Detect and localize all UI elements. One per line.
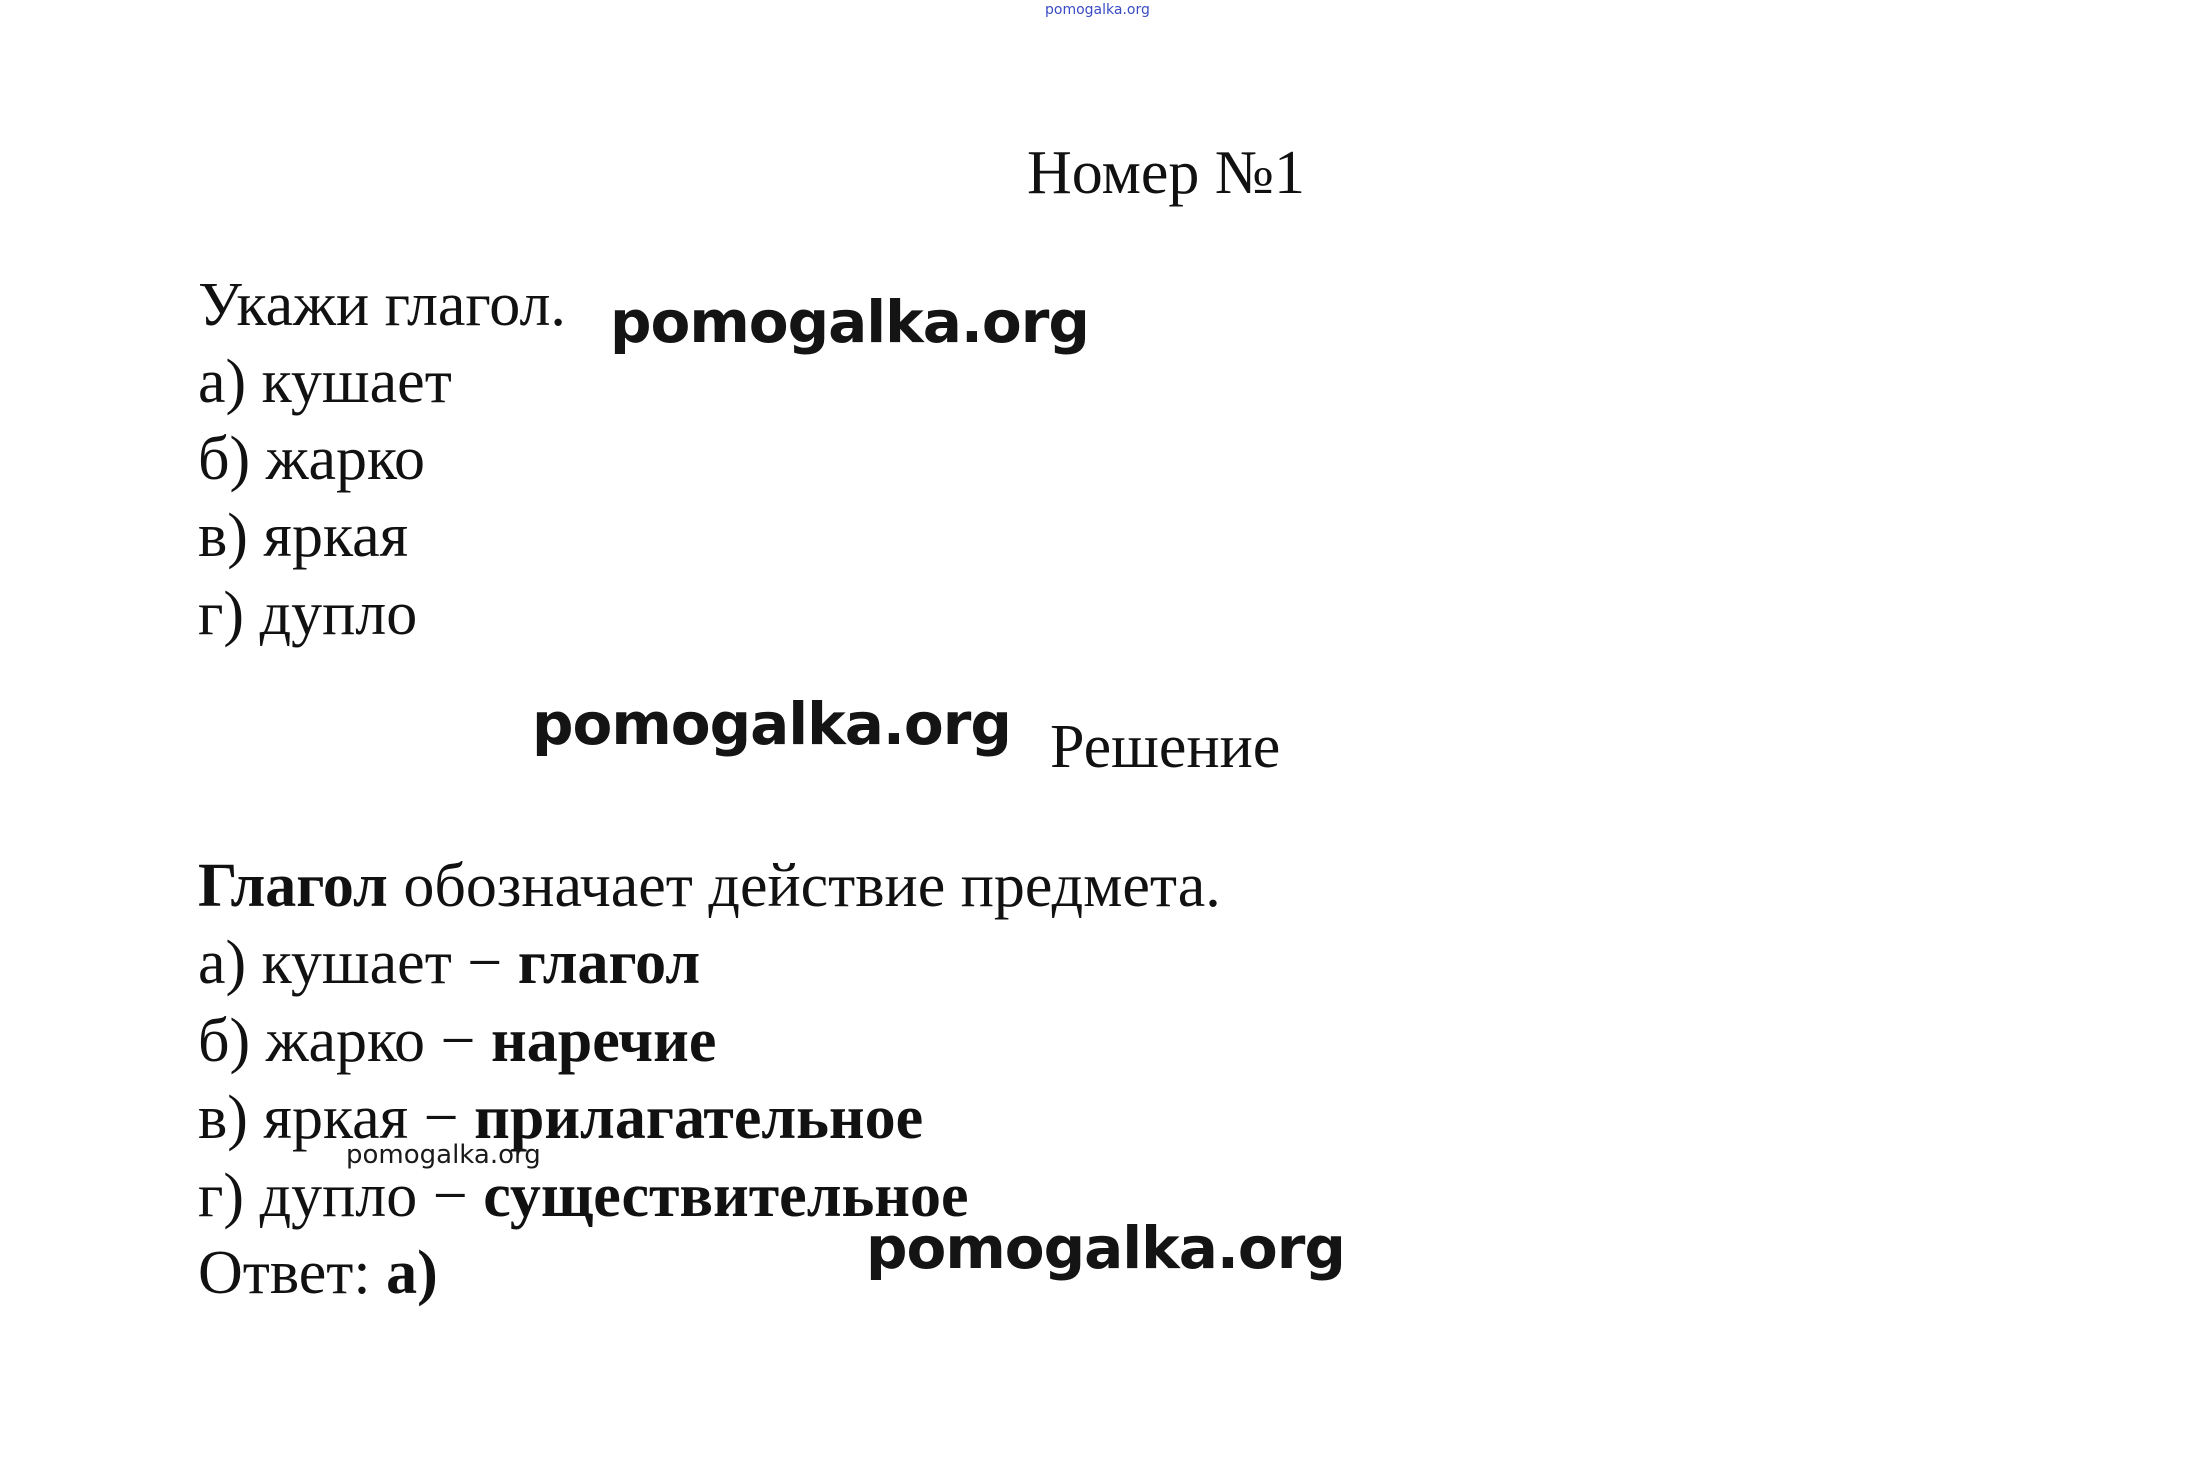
- solution-word: а) кушает −: [198, 929, 518, 997]
- solution-heading: Решение: [1050, 713, 1281, 781]
- definition-text: обозначает действие предмета.: [387, 852, 1221, 920]
- solution-part-of-speech: существительное: [483, 1162, 969, 1230]
- definition-term: Глагол: [198, 852, 388, 920]
- answer: [198, 1239, 438, 1307]
- task-option: а) кушает: [198, 348, 452, 416]
- solution-row: [198, 1007, 717, 1075]
- task-option: г) дупло: [198, 580, 418, 648]
- task-option: в) яркая: [198, 502, 409, 570]
- solution-part-of-speech: глагол: [517, 929, 701, 997]
- watermark: pomogalka.org: [866, 1214, 1345, 1282]
- solution-row: [198, 1084, 924, 1152]
- watermark: pomogalka.org: [346, 1140, 541, 1170]
- solution-definition: [198, 852, 1221, 920]
- solution-word: г) дупло −: [198, 1162, 484, 1230]
- task-prompt: Укажи глагол.: [198, 271, 566, 339]
- watermark: pomogalka.org: [610, 288, 1089, 356]
- solution-part-of-speech: прилагательное: [474, 1084, 924, 1152]
- solution-part-of-speech: наречие: [491, 1007, 717, 1075]
- solution-row: [198, 929, 701, 997]
- solution-word: в) яркая −: [198, 1084, 475, 1152]
- answer-value: а): [386, 1239, 438, 1307]
- task-option: б) жарко: [198, 425, 426, 493]
- watermark: pomogalka.org: [532, 690, 1011, 758]
- solution-word: б) жарко −: [198, 1007, 491, 1075]
- watermark-top: pomogalka.org: [1045, 2, 1150, 18]
- answer-label: Ответ:: [198, 1239, 387, 1307]
- solution-row: [198, 1162, 969, 1230]
- page-title: Номер №1: [1027, 139, 1306, 207]
